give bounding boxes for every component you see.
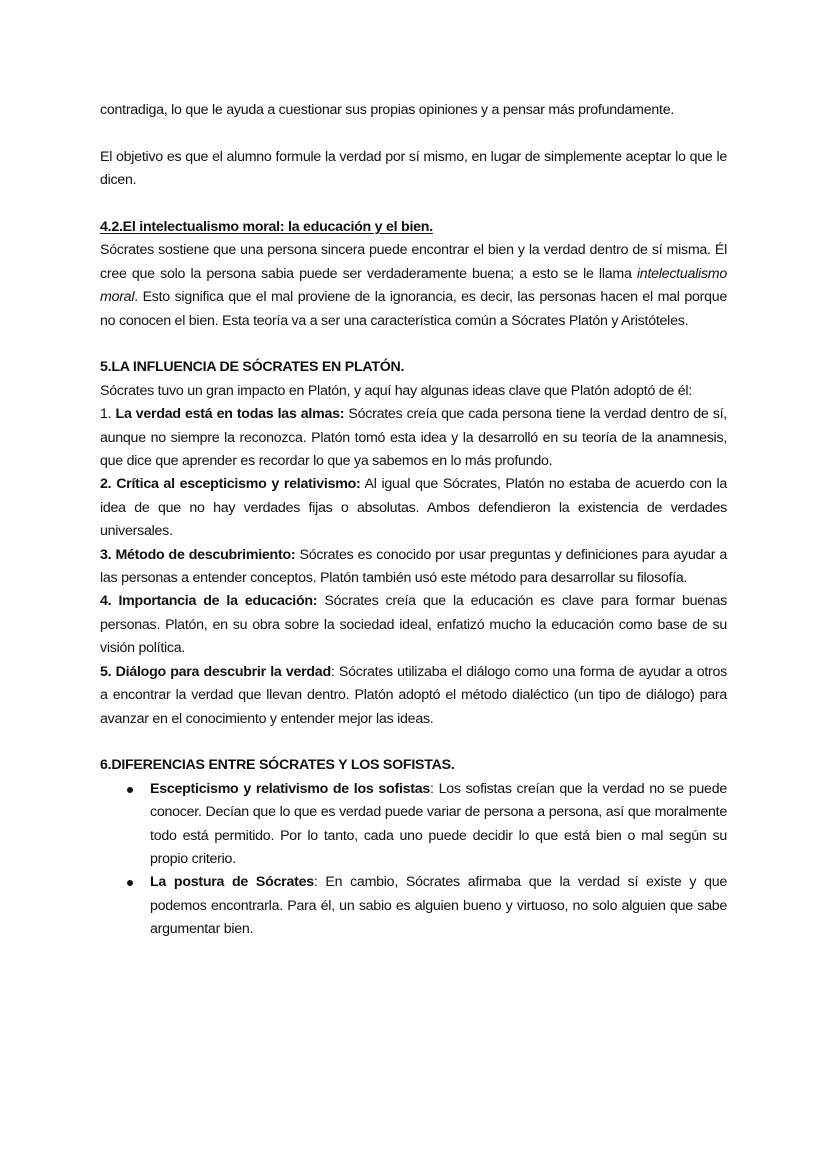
section-4-2-paragraph	[100, 239, 727, 333]
document-page	[100, 99, 727, 942]
item-number: 4.	[100, 593, 119, 610]
bullet-icon	[127, 787, 133, 793]
numbered-item-2	[100, 473, 727, 543]
italic-term: intelectualismo moral	[100, 265, 727, 306]
section-4-2-text-a: Sócrates sostiene que una persona sincera puede encontrar el bien y la verdad dentro de sí misma. Él cree que solo la persona sabia puede ser verdaderamente buena; a esto se le llama	[100, 242, 727, 282]
numbered-item-1	[100, 403, 727, 473]
bullet-title: Escepticismo y relativismo de los sofistas	[150, 780, 431, 797]
numbered-item-3	[100, 544, 727, 591]
item-text: Sócrates es conocido por usar preguntas y definiciones para ayudar a las personas a entender conceptos. Platón también usó este método para desarrollar su filosofía.	[100, 546, 727, 587]
numbered-item-5	[100, 661, 727, 731]
bullet-list	[100, 778, 727, 942]
section-5-intro: Sócrates tuvo un gran impacto en Platón, y aquí hay algunas ideas clave que Platón adoptó de él:	[100, 382, 692, 399]
intro-paragraph-2: El objetivo es que el alumno formule la verdad por sí mismo, en lugar de simplemente aceptar lo que le dicen.	[100, 148, 727, 189]
intro-paragraph-1: contradiga, lo que le ayuda a cuestionar sus propias opiniones y a pensar más profundamente.	[100, 102, 675, 118]
item-number: 2.	[100, 476, 117, 493]
spacer	[100, 731, 727, 754]
item-title: Método de descubrimiento:	[115, 546, 296, 563]
item-text: Sócrates creía que cada persona tiene la verdad dentro de sí, aunque no siempre la reconozca. Platón tomó esta idea y la desarrolló en su teoría de la anamnesis, que dice que aprender es recordar lo que ya sabemos en lo más profundo.	[100, 406, 727, 470]
item-number: 3.	[100, 546, 116, 563]
item-text: : Sócrates utilizaba el diálogo como una forma de ayudar a otros a encontrar la verdad que llevan dentro. Platón adoptó el método dialéctico (un tipo de diálogo) para avanzar en el conocimiento y entender mejor las ideas.	[100, 663, 727, 727]
item-text: Al igual que Sócrates, Platón no estaba de acuerdo con la idea de que no hay verdades fijas o absolutas. Ambos defendieron la existencia de verdades universales.	[100, 476, 728, 540]
section-4-2-text-b: . Esto significa que el mal proviene de la ignorancia, es decir, las personas hacen el mal porque no conocen el bien. Esta teoría va a ser una característica común a Sócrates Platón y Aristóteles.	[100, 289, 727, 329]
spacer	[100, 122, 727, 145]
bullet-item-1	[150, 778, 727, 872]
bullet-text: : En cambio, Sócrates afirmaba que la verdad sí existe y que podemos encontrarla. Para él, un sabio es alguien bueno y virtuoso, no solo alguien que sabe argumentar bien.	[150, 874, 727, 938]
bullet-item-2	[150, 871, 727, 941]
spacer	[100, 333, 727, 356]
bullet-icon	[127, 880, 133, 886]
item-text: Sócrates creía que la educación es clave para formar buenas personas. Platón, en su obra sobre la sociedad ideal, enfatizó mucho la educación como base de su visión política.	[100, 593, 727, 657]
section-5-heading: 5.LA INFLUENCIA DE SÓCRATES EN PLATÓN.	[100, 359, 405, 376]
spacer	[100, 193, 727, 216]
item-number: 5.	[100, 663, 116, 680]
item-title: Crítica al escepticismo y relativismo:	[116, 476, 361, 493]
bullet-text: : Los sofistas creían que la verdad no se puede conocer. Decían que lo que es verdad puede variar de persona a persona, así que moralmente todo está permitido. Por lo tanto, cada uno puede decidir lo que está bien o mal según su propio criterio.	[150, 780, 727, 867]
section-4-2-heading: 4.2.El intelectualismo moral: la educación y el bien.	[100, 219, 433, 235]
item-title: Importancia de la educación:	[118, 593, 318, 610]
item-title: La verdad está en todas las almas:	[115, 406, 345, 423]
item-number: 1.	[100, 406, 116, 423]
numbered-item-4	[100, 590, 727, 660]
section-6-heading: 6.DIFERENCIAS ENTRE SÓCRATES Y LOS SOFISTAS.	[100, 757, 455, 774]
item-title: Diálogo para descubrir la verdad	[115, 663, 331, 680]
bullet-title: La postura de Sócrates	[150, 874, 314, 891]
